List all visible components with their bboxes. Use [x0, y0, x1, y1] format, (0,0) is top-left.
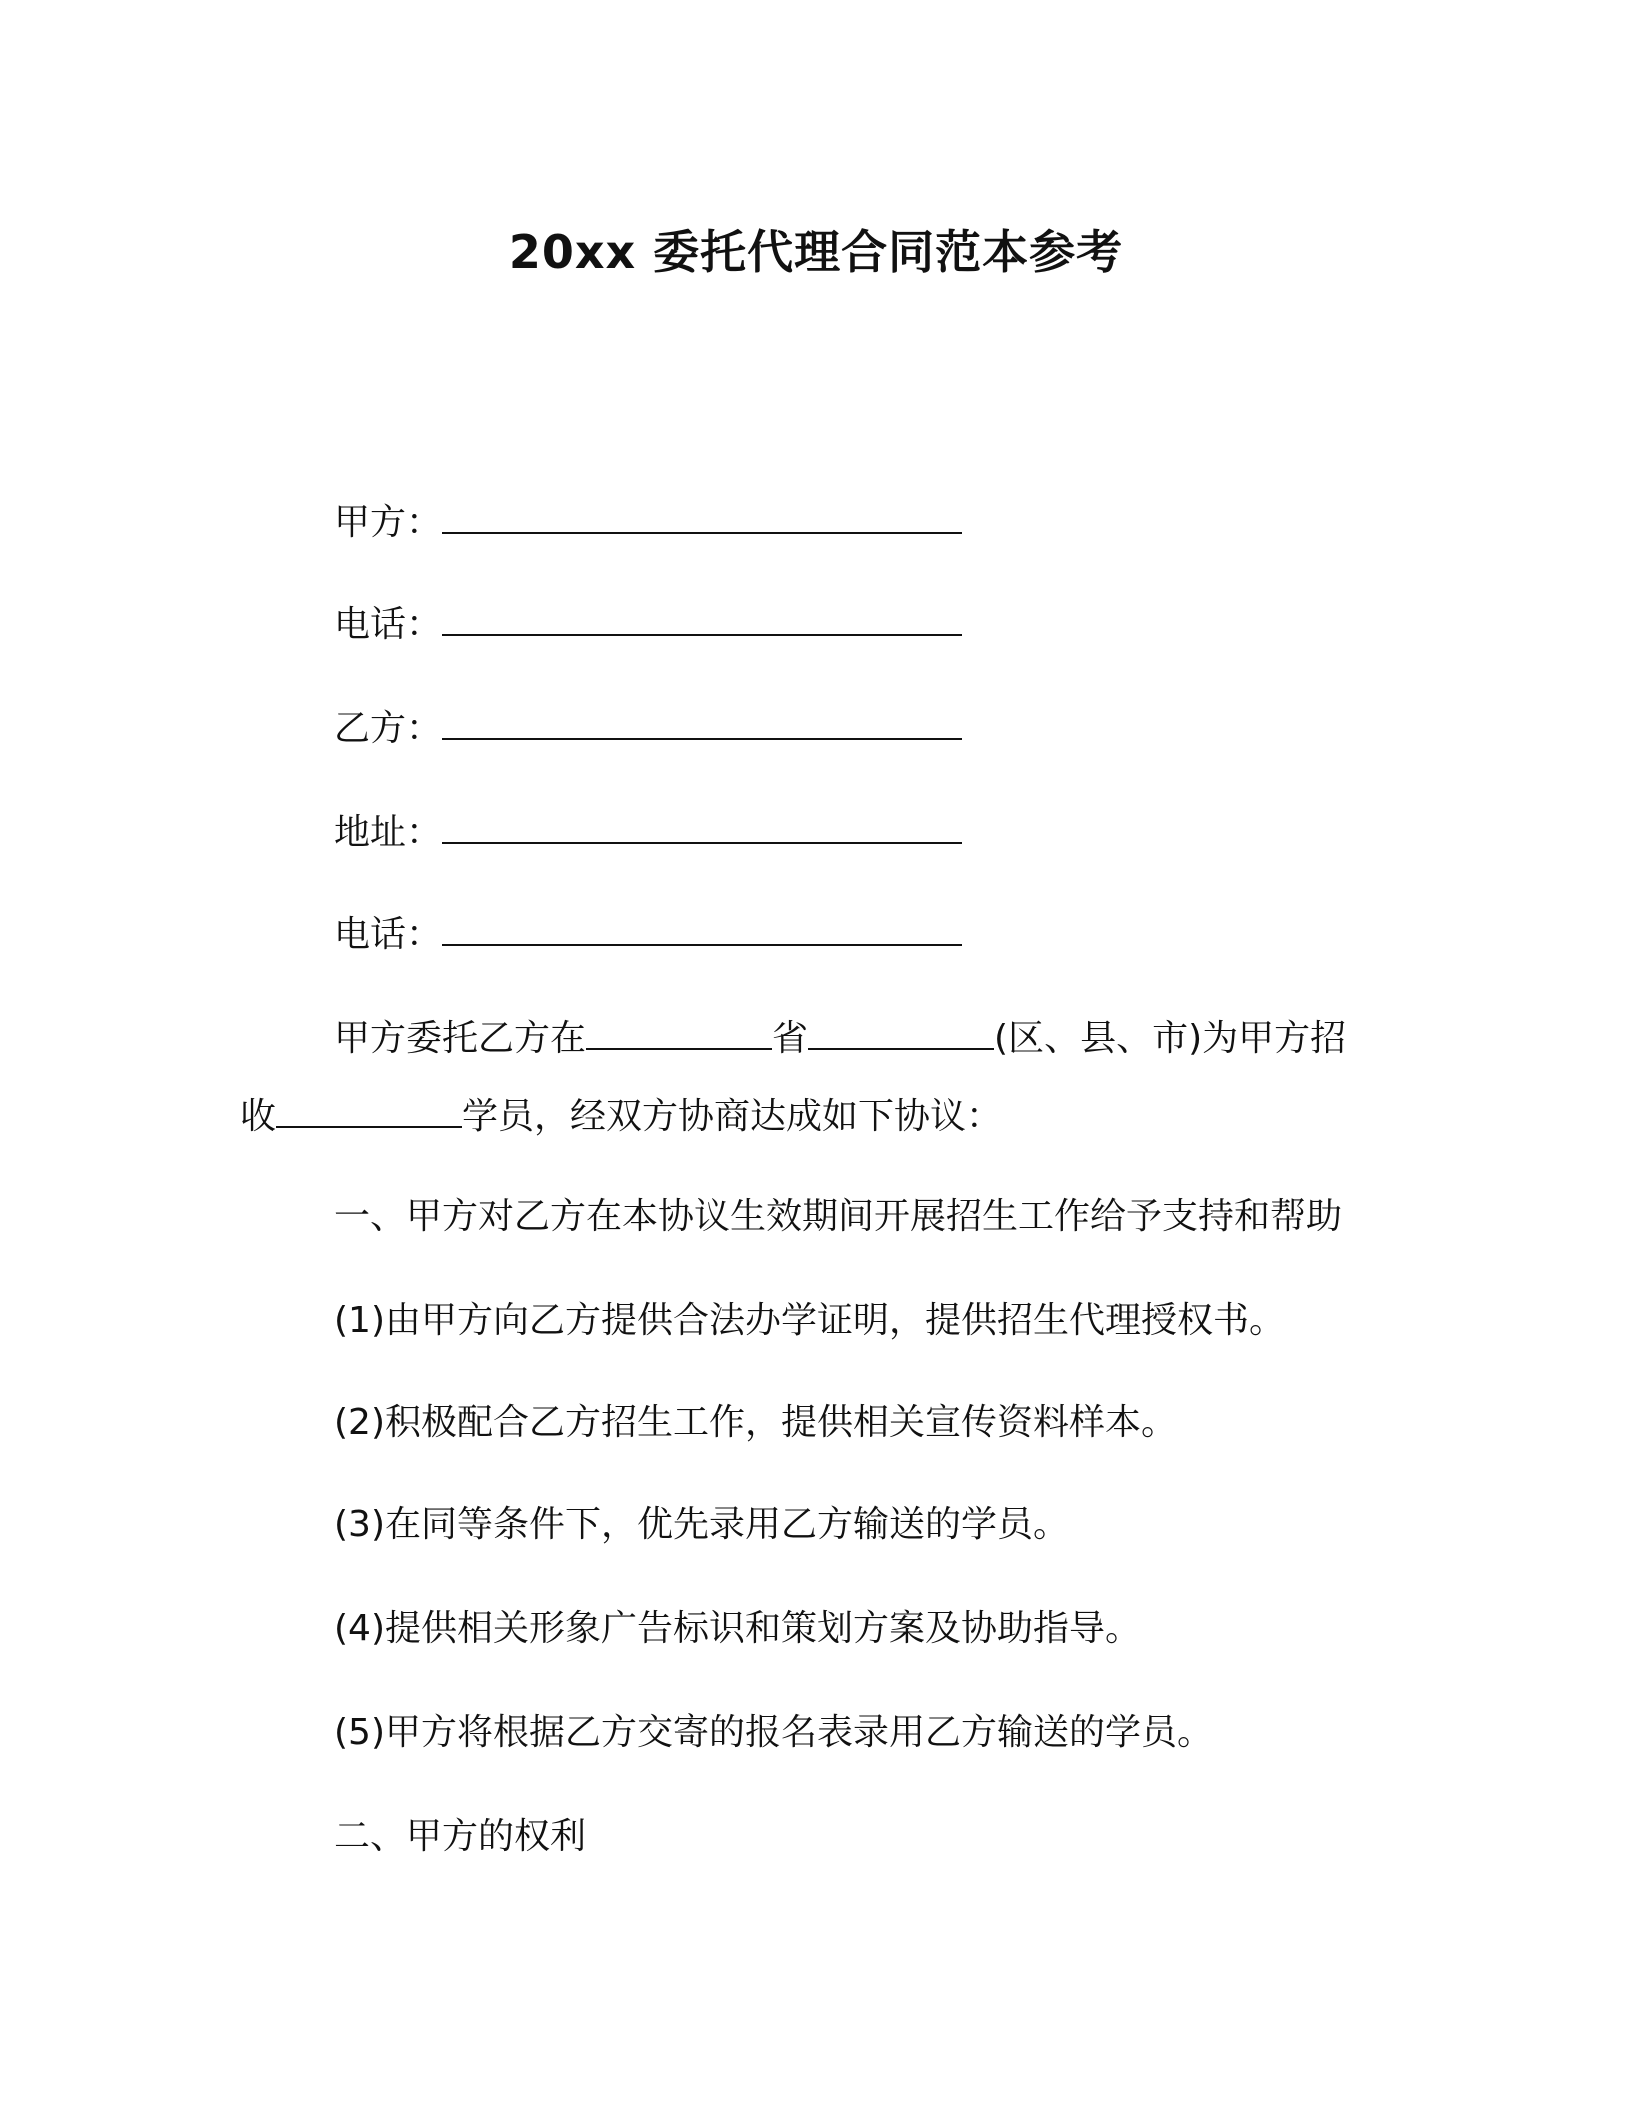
intro-text: (区、县、市)为甲方招: [994, 1018, 1347, 1059]
field-blank-address[interactable]: [442, 806, 962, 844]
intro-text: 收: [240, 1096, 277, 1137]
list-item: (2)积极配合乙方招生工作，提供相关宣传资料样本。: [334, 1402, 1177, 1443]
document-title: 20xx 委托代理合同范本参考: [508, 225, 1124, 279]
field-blank-phone-b[interactable]: [442, 908, 962, 946]
field-phone-a: [334, 598, 962, 648]
section-1-heading: 一、甲方对乙方在本协议生效期间开展招生工作给予支持和帮助: [334, 1196, 1343, 1237]
list-item: (4)提供相关形象广告标识和策划方案及协助指导。: [334, 1608, 1141, 1649]
blank-province[interactable]: [586, 1012, 772, 1050]
intro-line-1: [334, 1012, 1374, 1062]
field-party-a: [334, 496, 962, 546]
list-item: (1)由甲方向乙方提供合法办学证明，提供招生代理授权书。: [334, 1300, 1285, 1341]
section-2-heading: 二、甲方的权利: [334, 1816, 587, 1857]
blank-major[interactable]: [276, 1090, 462, 1128]
field-blank-party-a[interactable]: [442, 496, 962, 534]
list-item: (3)在同等条件下，优先录用乙方输送的学员。: [334, 1504, 1069, 1545]
field-blank-phone-a[interactable]: [442, 598, 962, 636]
blank-district[interactable]: [808, 1012, 994, 1050]
intro-text: 省: [772, 1018, 809, 1059]
field-label: 乙方：: [334, 708, 443, 749]
field-label: 电话：: [334, 914, 443, 955]
field-address: [334, 806, 962, 856]
field-blank-party-b[interactable]: [442, 702, 962, 740]
intro-text: 甲方委托乙方在: [334, 1018, 587, 1059]
field-label: 电话：: [334, 604, 443, 645]
field-label: 地址：: [334, 812, 443, 853]
field-label: 甲方：: [334, 502, 443, 543]
field-phone-b: [334, 908, 962, 958]
intro-line-2: [240, 1090, 1380, 1140]
list-item: (5)甲方将根据乙方交寄的报名表录用乙方输送的学员。: [334, 1712, 1213, 1753]
field-party-b: [334, 702, 962, 752]
intro-text: 学员，经双方协商达成如下协议：: [462, 1096, 1003, 1137]
